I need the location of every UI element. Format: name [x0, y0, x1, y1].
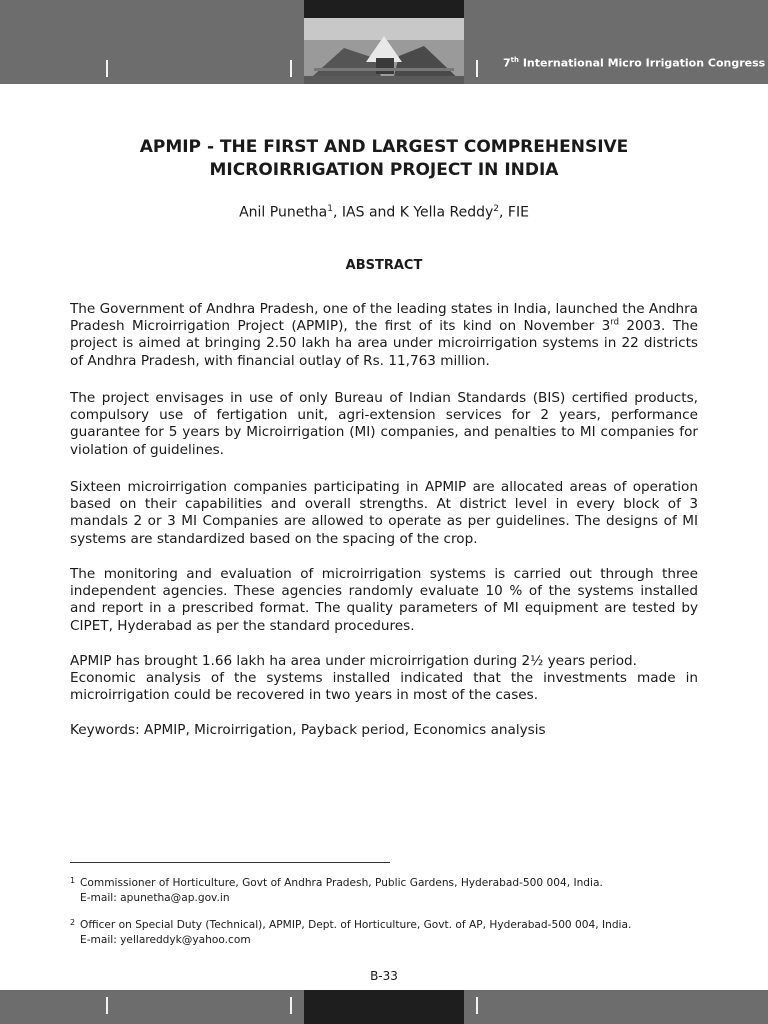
- footer-band: [0, 990, 768, 1024]
- author-separator: , IAS and K Yella Reddy: [333, 204, 494, 221]
- page-number: B-33: [370, 969, 398, 983]
- irrigation-photo-graphic: [304, 18, 464, 84]
- abstract-paragraph-3: Sixteen microirrigation companies participating in APMIP are allocated areas of operation based on their capabilities and overall strengths. At district level in every block of 3 mandals 2 or 3 MI Companies are allowed to operate as per guidelines. The designs of MI systems are standardized based on the spacing of the crop.: [70, 479, 698, 547]
- footer-tick-1: [106, 997, 108, 1014]
- header-dark-block: [304, 0, 464, 18]
- footnote-divider: [70, 862, 390, 863]
- footer-tick-2: [290, 997, 292, 1014]
- abstract-paragraph-2: The project envisages in use of only Bureau of Indian Standards (BIS) certified products, compulsory use of fertigation unit, agri-extension services for 2 years, performance guarantee for 5 years by Microirrigation (MI) companies, and penalties to MI companies for violation of guidelines.: [70, 390, 698, 458]
- footnote-1-affiliation: Commissioner of Horticulture, Govt of Andhra Pradesh, Public Gardens, Hyderabad-500 004, India.: [80, 877, 603, 889]
- paragraph-5-line-2: Economic analysis of the systems installed indicated that the investments made in microirrigation could be recovered in two years in most of the cases.: [70, 670, 698, 704]
- header-tick-2: [290, 60, 292, 77]
- footnote-1-email: E-mail: apunetha@ap.gov.in: [80, 892, 230, 904]
- header-tick-1: [106, 60, 108, 77]
- author-1: Anil Punetha: [239, 204, 328, 221]
- abstract-heading: ABSTRACT: [345, 258, 423, 273]
- keywords: Keywords: APMIP, Microirrigation, Payback period, Economics analysis: [70, 722, 546, 738]
- abstract-paragraph-1: [70, 301, 698, 370]
- footnote-2-mark: 2: [70, 918, 76, 927]
- author-1-footnote-mark: 1: [327, 204, 333, 214]
- title-line-2: MICROIRRIGATION PROJECT IN INDIA: [209, 160, 559, 180]
- footnote-2-affiliation: Officer on Special Duty (Technical), APMIP, Dept. of Horticulture, Govt. of AP, Hyderabad-500 004, India.: [80, 919, 632, 931]
- paragraph-5-line-1: APMIP has brought 1.66 lakh ha area under microirrigation during 2½ years period.: [70, 653, 637, 669]
- footer-tick-3: [476, 997, 478, 1014]
- title-line-1: APMIP - THE FIRST AND LARGEST COMPREHENSIVE: [139, 137, 629, 157]
- congress-number-suffix: th: [510, 56, 519, 64]
- footnote-1-mark: 1: [70, 876, 76, 885]
- header-tick-3: [476, 60, 478, 77]
- paper-title: [70, 136, 698, 182]
- congress-number: 7: [503, 56, 511, 70]
- footnote-2: [70, 918, 710, 948]
- congress-label: [503, 56, 765, 70]
- paragraph-1-superscript: rd: [610, 317, 619, 328]
- paragraph-1-text-a: The Government of Andhra Pradesh, one of the leading states in India, launched the Andhra Pradesh Microirrigation Project (APMIP), the first of its kind on November 3: [70, 301, 698, 335]
- header-photo: [304, 18, 464, 84]
- authors-line: [70, 204, 698, 221]
- author-2-footnote-mark: 2: [493, 204, 499, 214]
- footnote-1: [70, 876, 710, 906]
- congress-name: International Micro Irrigation Congress: [519, 56, 766, 70]
- paragraph-1-text-b: 2003. The project is aimed at bringing 2.50 lakh ha area under microirrigation systems in 22 districts of Andhra Pradesh, with financial outlay of Rs. 11,763 million.: [70, 318, 698, 369]
- author-suffix: , FIE: [498, 204, 529, 221]
- header-band: [0, 0, 768, 84]
- footnote-2-email: E-mail: yellareddyk@yahoo.com: [80, 934, 251, 946]
- abstract-paragraph-5: [70, 653, 698, 705]
- footer-dark-block: [304, 990, 464, 1024]
- abstract-paragraph-4: The monitoring and evaluation of microirrigation systems is carried out through three independent agencies. These agencies randomly evaluate 10 % of the systems installed and report in a prescribed format. The quality parameters of MI equipment are tested by CIPET, Hyderabad as per the standard procedures.: [70, 566, 698, 634]
